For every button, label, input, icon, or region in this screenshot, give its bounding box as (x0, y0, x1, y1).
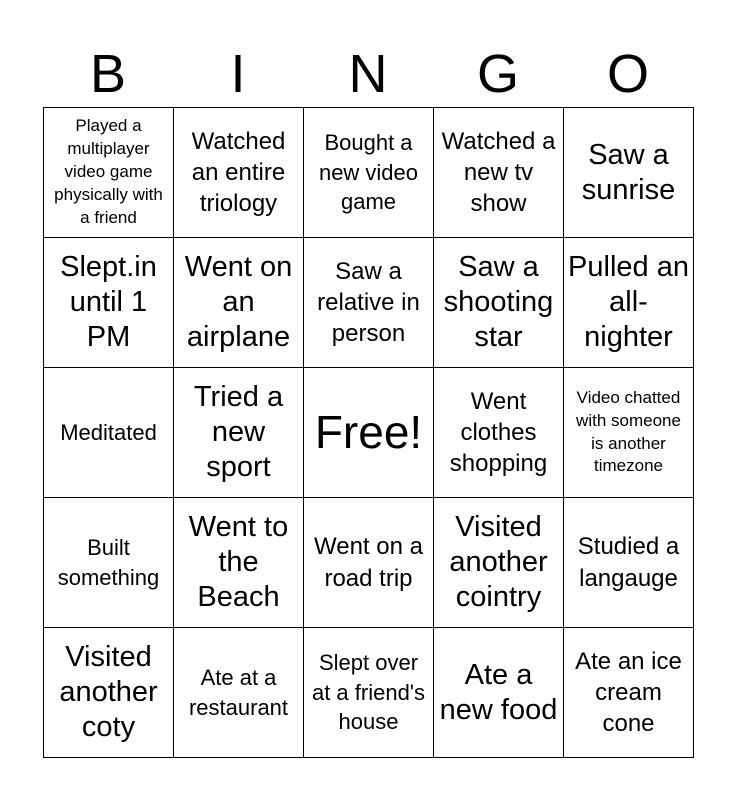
header-letter-n: N (348, 44, 388, 104)
bingo-cell[interactable] (44, 108, 174, 238)
bingo-cell[interactable] (44, 368, 174, 498)
board-row (44, 368, 694, 498)
cell-text: Visited another coty (59, 641, 158, 743)
bingo-cell[interactable] (44, 498, 174, 628)
bingo-cell[interactable] (304, 238, 434, 368)
cell-text: Ate an ice cream cone (575, 647, 682, 738)
cell-text: Saw a relative in person (317, 257, 420, 348)
cell-text: Video chatted with someone is another timezone (576, 387, 681, 476)
bingo-cell[interactable] (304, 498, 434, 628)
bingo-cell[interactable] (434, 498, 564, 628)
cell-text: Ate a new food (439, 658, 558, 726)
header-letter-b: B (89, 44, 127, 104)
bingo-header (43, 40, 693, 108)
cell-text: Meditated (60, 419, 157, 445)
bingo-cell[interactable] (564, 108, 694, 238)
cell-text: Pulled an all-nighter (568, 251, 689, 353)
bingo-cell[interactable] (174, 368, 304, 498)
cell-text: Went to the Beach (188, 511, 289, 613)
cell-text: Saw a sunrise (581, 138, 676, 206)
cell-text: Visited another cointry (449, 511, 548, 613)
bingo-cell[interactable] (434, 628, 564, 758)
header-letter-i: I (230, 44, 246, 104)
bingo-cell[interactable] (174, 498, 304, 628)
bingo-cell[interactable] (564, 628, 694, 758)
free-space-label: Free! (314, 406, 423, 459)
bingo-cell[interactable] (174, 238, 304, 368)
bingo-cell[interactable] (434, 238, 564, 368)
bingo-cell[interactable] (304, 628, 434, 758)
bingo-cell[interactable] (434, 108, 564, 238)
cell-text: Built something (57, 534, 160, 590)
bingo-cell[interactable] (44, 628, 174, 758)
header-letter-g: G (476, 44, 519, 104)
cell-text: Ate at a restaurant (188, 664, 289, 720)
header-letter-o: O (606, 44, 649, 104)
board-row (44, 238, 694, 368)
bingo-cell[interactable] (564, 238, 694, 368)
cell-text: Watched an entire triology (191, 127, 286, 218)
bingo-cell[interactable] (174, 628, 304, 758)
bingo-cell[interactable] (304, 108, 434, 238)
cell-text: Played a multiplayer video game physically with a friend (54, 116, 163, 227)
cell-text: Slept.in until 1 PM (60, 251, 157, 353)
bingo-cell[interactable] (44, 238, 174, 368)
bingo-cell[interactable] (174, 108, 304, 238)
cell-text: Bought a new video game (318, 129, 419, 215)
bingo-cell[interactable] (434, 368, 564, 498)
board-row (44, 498, 694, 628)
bingo-cell[interactable] (564, 498, 694, 628)
board-row (44, 628, 694, 758)
cell-text: Watched a new tv show (441, 127, 556, 218)
free-cell[interactable] (304, 368, 434, 498)
bingo-board (43, 107, 694, 758)
cell-text: Slept over at a friend's house (311, 649, 426, 735)
cell-text: Went on a road trip (314, 533, 423, 592)
cell-text: Saw a shooting star (443, 251, 554, 353)
cell-text: Went clothes shopping (449, 387, 548, 478)
cell-text: Tried a new sport (193, 381, 284, 483)
cell-text: Went on an airplane (184, 251, 293, 353)
bingo-cell[interactable] (564, 368, 694, 498)
board-row (44, 108, 694, 238)
cell-text: Studied a langauge (577, 533, 680, 592)
